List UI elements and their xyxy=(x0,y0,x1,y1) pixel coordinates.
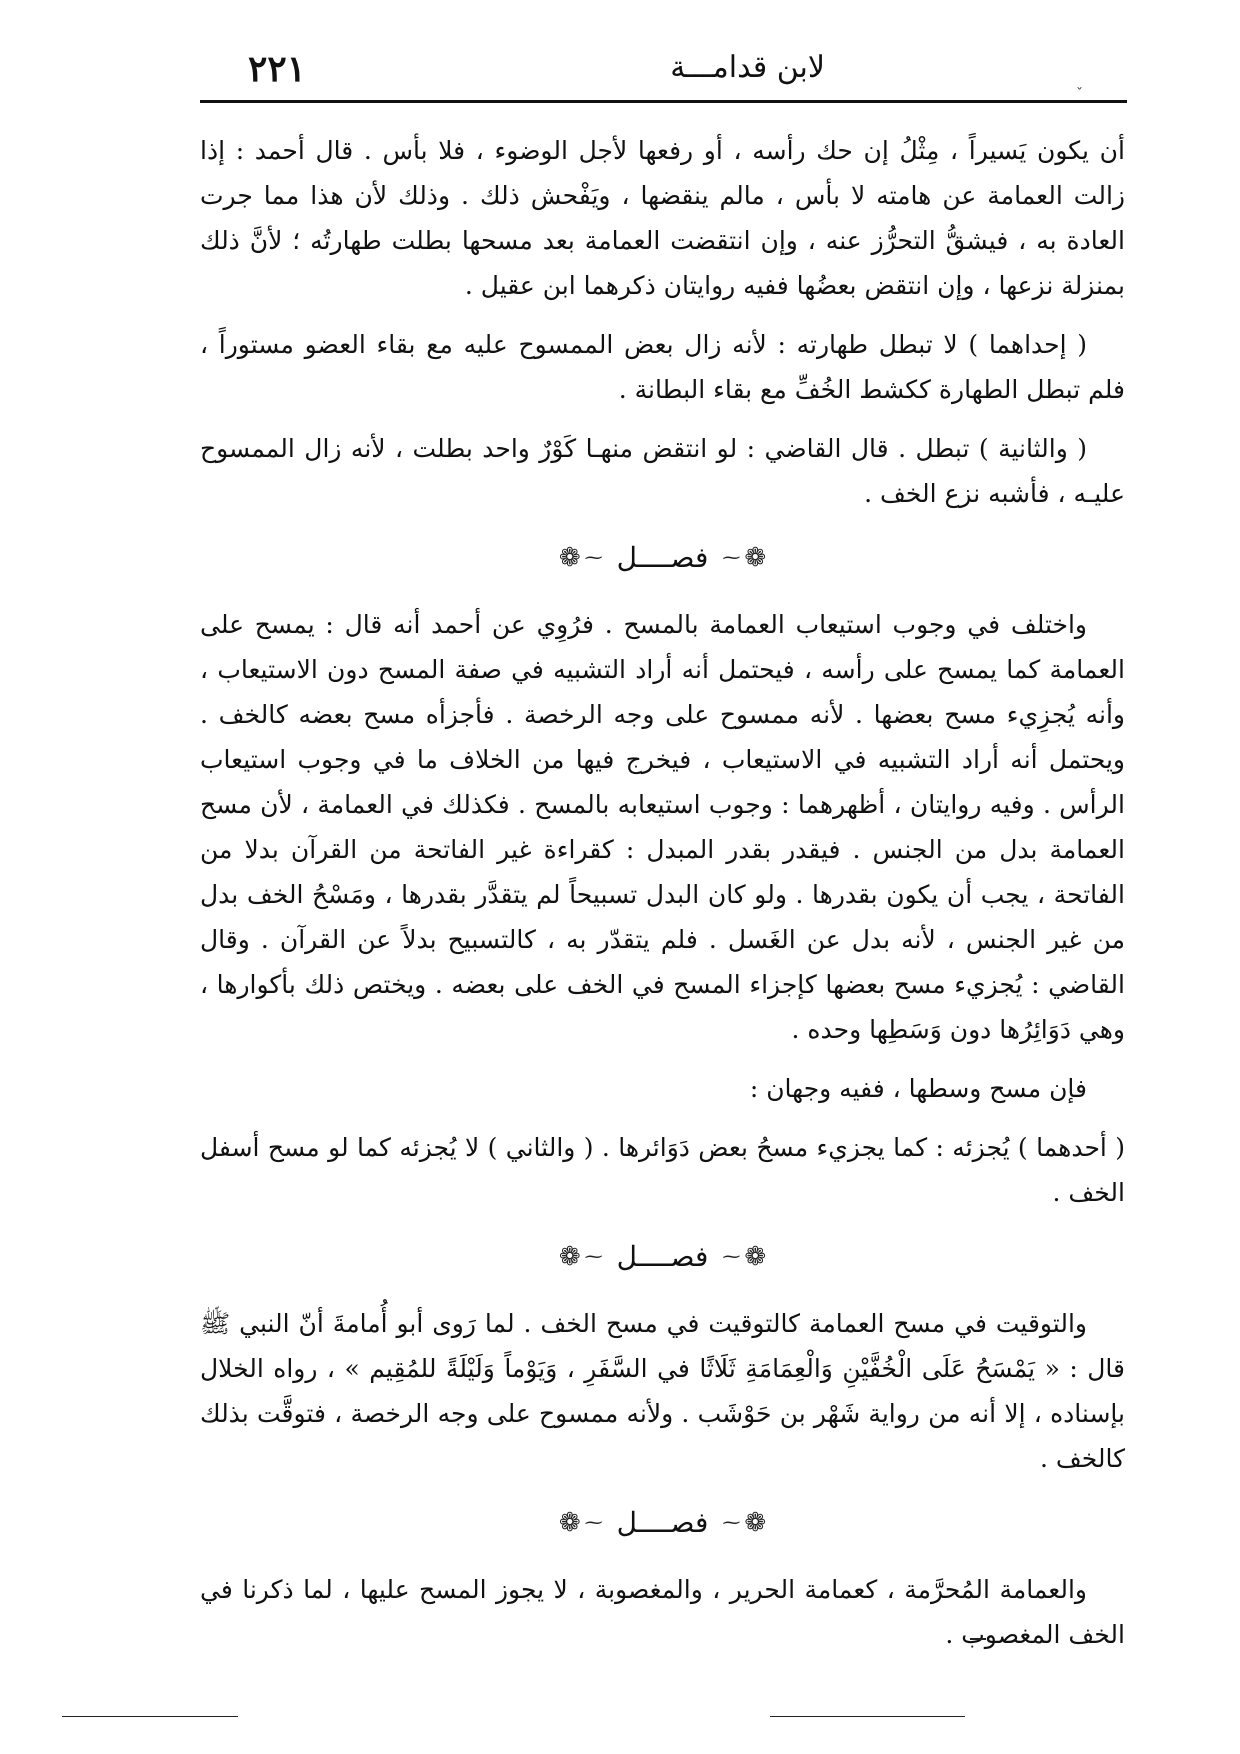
section-title: فصــــل xyxy=(616,1506,709,1539)
body-paragraph: والعمامة المُحرَّمة ، كعمامة الحرير ، والمغصوبة ، لا يجوز المسح عليها ، لما ذكرنا في الخف المغصوب . xyxy=(200,1575,1125,1649)
running-title: لابن قدامـــة xyxy=(670,50,825,85)
section-title: فصــــل xyxy=(616,541,709,574)
section-heading xyxy=(200,1503,1125,1543)
floral-ornament-icon: ❁ ⁓ xyxy=(722,1508,767,1538)
body-paragraph: والتوقيت في مسح العمامة كالتوقيت في مسح الخف . لما رَوى أبو أُمامةَ أنّ النبي ﷺ قال : « يَمْسَحُ عَلَى الْخُفَّيْنِ وَالْعِمَامَةِ ثَلَاثًا في السَّفَرِ ، وَيَوْماً وَلَيْلَةً للمُقِيم » ، رواه الخلال بإسناده ، إلا أنه من رواية شَهْر بن حَوْشَب . ولأنه ممسوح على وجه الرخصة ، فتوقَّت بذلك كالخف . xyxy=(200,1309,1125,1473)
footer-rule xyxy=(770,1716,965,1717)
body-paragraph: ( والثانية ) تبطل . قال القاضي : لو انتقض منهـا كَوْرٌ واحد بطلت ، لأنه زال الممسوح عليـه ، فأشبه نزع الخف . xyxy=(200,434,1125,508)
section-title: فصــــل xyxy=(616,1240,709,1273)
floral-ornament-icon: ⁓ ❁ xyxy=(558,543,603,573)
floral-ornament-icon: ❁ ⁓ xyxy=(722,543,767,573)
page-body xyxy=(200,128,1125,1657)
section-heading xyxy=(200,538,1125,578)
header-rule xyxy=(200,100,1127,103)
floral-ornament-icon: ⁓ ❁ xyxy=(558,1508,603,1538)
body-paragraph: ( أحدهما ) يُجزئه : كما يجزيء مسحُ بعض دَوَائرها . ( والثاني ) لا يُجزئه كما لو مسح أسفل الخف . xyxy=(200,1133,1125,1207)
floral-ornament-icon: ⁓ ❁ xyxy=(558,1242,603,1272)
body-paragraph: أن يكون يَسيراً ، مِثْلُ إن حك رأسه ، أو رفعها لأجل الوضوء ، فلا بأس . قال أحمد : إذا زالت العمامة عن هامته لا بأس ، مالم ينقضها ، ويَفْحش ذلك . وذلك لأن هذا مما جرت العادة به ، فيشقُّ التحرُّز عنه ، وإن انتقضت العمامة بعد مسحها بطلت طهارتُه ؛ لأنَّ ذلك بمنزلة نزعها ، وإن انتقض بعضُها ففيه روايتان ذكرهما ابن عقيل . xyxy=(200,136,1125,300)
stray-mark xyxy=(970,1638,986,1640)
body-paragraph: ( إحداهما ) لا تبطل طهارته : لأنه زال بعض الممسوح عليه مع بقاء العضو مستوراً ، فلم تبطل الطهارة ككشط الخُفِّ مع بقاء البطانة . xyxy=(200,330,1125,404)
section-heading xyxy=(200,1237,1125,1277)
footer-rule xyxy=(62,1716,238,1717)
body-paragraph: فإن مسح وسطها ، ففيه وجهان : xyxy=(749,1074,1087,1103)
page-number: ٢٢١ xyxy=(248,48,307,90)
body-paragraph: واختلف في وجوب استيعاب العمامة بالمسح . فرُوِي عن أحمد أنه قال : يمسح على العمامة كما يمسح على رأسه ، فيحتمل أنه أراد التشبيه في صفة المسح دون الاستيعاب ، وأنه يُجزِيء مسح بعضها . لأنه ممسوح على وجه الرخصة . فأجزأه مسح بعضه كالخف . ويحتمل أنه أراد التشبيه في الاستيعاب ، فيخرج فيها من الخلاف ما في وجوب استيعاب الرأس . وفيه روايتان ، أظهرهما : وجوب استيعابه بالمسح . فكذلك في العمامة ، لأن مسح العمامة بدل من الجنس . فيقدر بقدر المبدل : كقراءة غير الفاتحة من القرآن بدلا من الفاتحة ، يجب أن يكون بقدرها . ولو كان البدل تسبيحاً لم يتقدَّر بقدرها ، ومَسْحُ الخف بدل من غير الجنس ، لأنه بدل عن الغَسل . فلم يتقدّر به ، كالتسبيح بدلاً عن القرآن . وقال القاضي : يُجزيء مسح بعضها كإجزاء المسح في الخف على بعضه . ويختص ذلك بأكوارها ، وهي دَوَائِرُها دون وَسَطِها وحده . xyxy=(200,610,1125,1044)
floral-ornament-icon: ❁ ⁓ xyxy=(722,1242,767,1272)
page-header xyxy=(200,48,1125,100)
header-mark: ˇ xyxy=(1076,86,1083,102)
